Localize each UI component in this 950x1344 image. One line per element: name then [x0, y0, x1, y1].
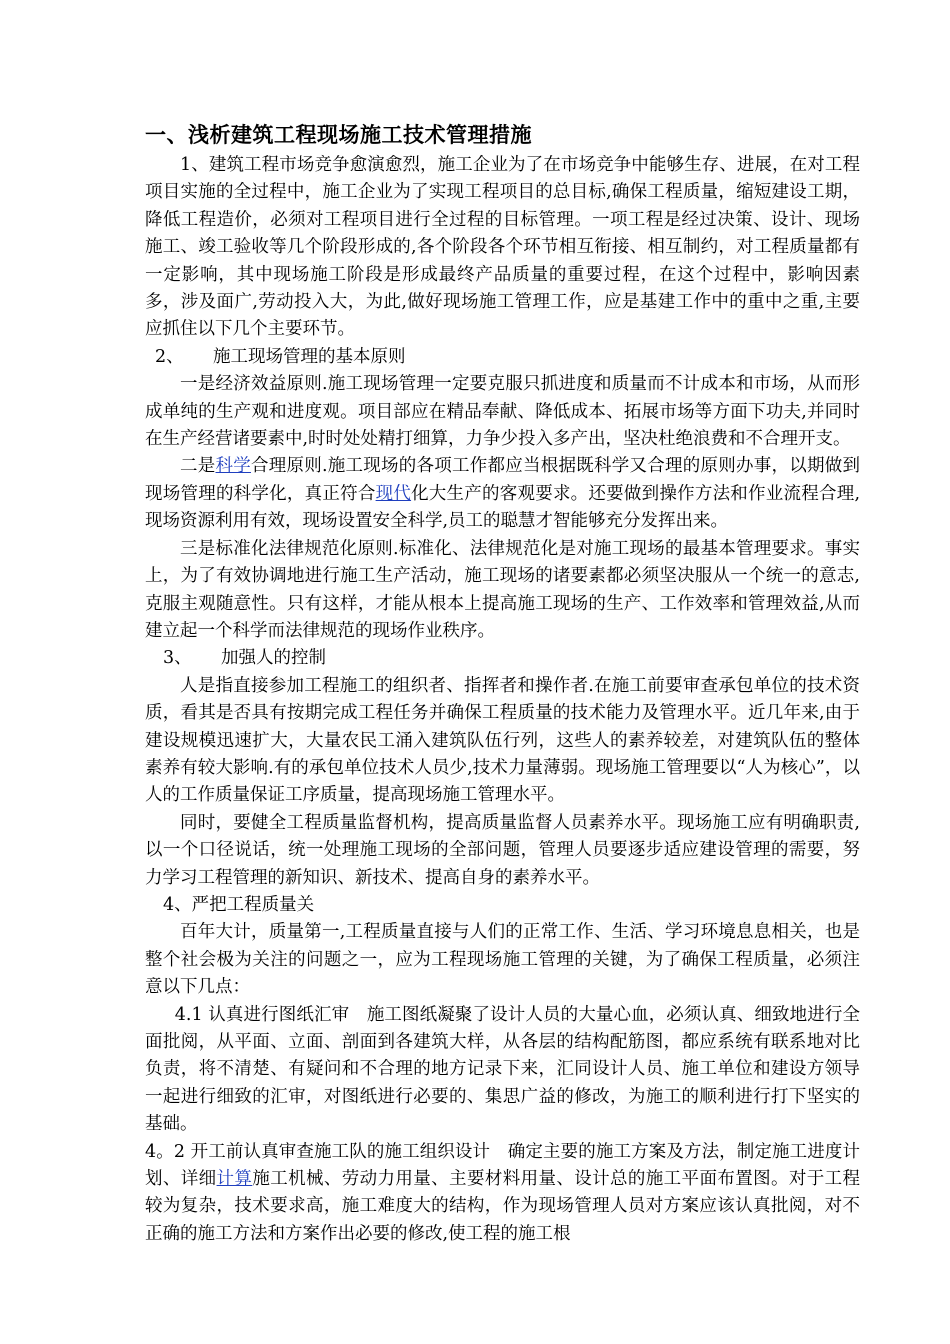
paragraph-scientific-principle — [145, 453, 860, 535]
link-modern[interactable]: 现代 — [375, 483, 412, 504]
section-4-heading: 4、严把工程质量关 — [163, 894, 315, 915]
paragraph-personnel-control: 人是指直接参加工程施工的组织者、指挥者和操作者.在施工前要审查承包单位的技术资质，看其是否具有按期完成工程任务并确保工程质量的技术能力及管理水平。近几年来,由于建设规模迅速扩大，大量农民工涌入建筑队伍行列，这些人的素养较差，对建筑队伍的整体素养有较大影响.有的承包单位技术人员少,技术力量薄弱。现场施工管理要以“人为核心”，以人的工作质量保证工序质量，提高现场施工管理水平。 — [145, 675, 860, 806]
paragraph-economic-principle: 一是经济效益原则.施工现场管理一定要克服只抓进度和质量而不计成本和市场，从而形成单纯的生产观和进度观。项目部应在精品奉献、降低成本、拓展市场等方面下功夫,并同时在生产经营诸要素中,时时处处精打细算，力争少投入多产出，坚决杜绝浪费和不合理开支。 — [145, 374, 860, 450]
link-calculation[interactable]: 计算 — [216, 1169, 253, 1190]
link-science[interactable]: 科学 — [215, 456, 251, 477]
section-3-title: 加强人的控制 — [221, 648, 326, 669]
text-run: 合理原则.施工现场的各项工作都应当根据既科学又合理的原则办事，以期做到现场管理的科学化，真正符合 — [145, 456, 861, 504]
section-3-heading — [145, 645, 860, 672]
paragraph-standardization-principle: 三是标准化法律规范化原则.标准化、法律规范化是对施工现场的最基本管理要求。事实上，为了有效协调地进行施工生产活动，施工现场的诸要素都必须坚决服从一个统一的意志,克服主观随意性。只有这样，才能从根本上提高施工现场的生产、工作效率和管理效益,从而建立起一个科学而法律规范的现场作业秩序。 — [145, 538, 860, 641]
paragraph-4-1-drawing-review: 4.1 认真进行图纸汇审 施工图纸凝聚了设计人员的大量心血，必须认真、细致地进行全面批阅，从平面、立面、剖面到各建筑大样，从各层的结构配筋图，都应系统有联系地对比负责，将不清楚、有疑问和不合理的地方记录下来，汇同设计人员、施工单位和建设方领导一起进行细致的汇审，对图纸进行必要的、集思广益的修改，为施工的顺利进行打下坚实的基础。 — [145, 1004, 860, 1135]
section-2-heading — [145, 344, 860, 371]
document-title: 一、浅析建筑工程现场施工技术管理措施 — [145, 123, 532, 147]
section-2-number: 2、 — [155, 346, 184, 367]
paragraph-4-2-construction-design — [145, 1139, 860, 1249]
section-2-title: 施工现场管理的基本原则 — [213, 346, 406, 367]
text-run: 二是 — [180, 456, 216, 477]
paragraph-intro: 1、建筑工程市场竞争愈演愈烈，施工企业为了在市场竞争中能够生存、进展，在对工程项目实施的全过程中，施工企业为了实现工程项目的总目标,确保工程质量，缩短建设工期，降低工程造价，必须对工程项目进行全过程的目标管理。一项工程是经过决策、设计、现场施工、竣工验收等几个阶段形成的,各个阶段各个环节相互衔接、相互制约，对工程质量都有一定影响，其中现场施工阶段是形成最终产品质量的重要过程，在这个过程中，影响因素多，涉及面广,劳动投入大，为此,做好现场施工管理工作，应是基建工作中的重中之重,主要应抓住以下几个主要环节。 — [145, 155, 860, 340]
document-page — [145, 120, 860, 1248]
text-run: 4。2 开工前认真审查施工队的施工组织设计 确定主要的施工方案及方法，制定施工进度计划、详细 — [145, 1141, 860, 1190]
section-3-number: 3、 — [163, 648, 192, 669]
text-run: 施工机械、劳动力用量、主要材料用量、设计总的施工平面布置图。对于工程较为复杂，技术要求高，施工难度大的结构，作为现场管理人员对方案应该认真批阅，对不正确的施工方法和方案作出必要的修改,使工程的施工根 — [145, 1169, 861, 1244]
text-run: 化大生产的客观要求。还要做到操作方法和作业流程合理,现场资源利用有效，现场设置安全科学,员工的聪慧才智能够充分发挥出来。 — [145, 483, 861, 532]
paragraph-quality-control: 百年大计，质量第一,工程质量直接与人们的正常工作、生活、学习环境息息相关，也是整个社会极为关注的问题之一，应为工程现场施工管理的关键，为了确保工程质量，必须注意以下几点： — [145, 922, 860, 998]
paragraph-quality-supervision: 同时，要健全工程质量监督机构，提高质量监督人员素养水平。现场施工应有明确职责,以一个口径说话，统一处理施工现场的全部问题，管理人员要逐步适应建设管理的需要，努力学习工程管理的新知识、新技术、提高自身的素养水平。 — [145, 812, 860, 888]
